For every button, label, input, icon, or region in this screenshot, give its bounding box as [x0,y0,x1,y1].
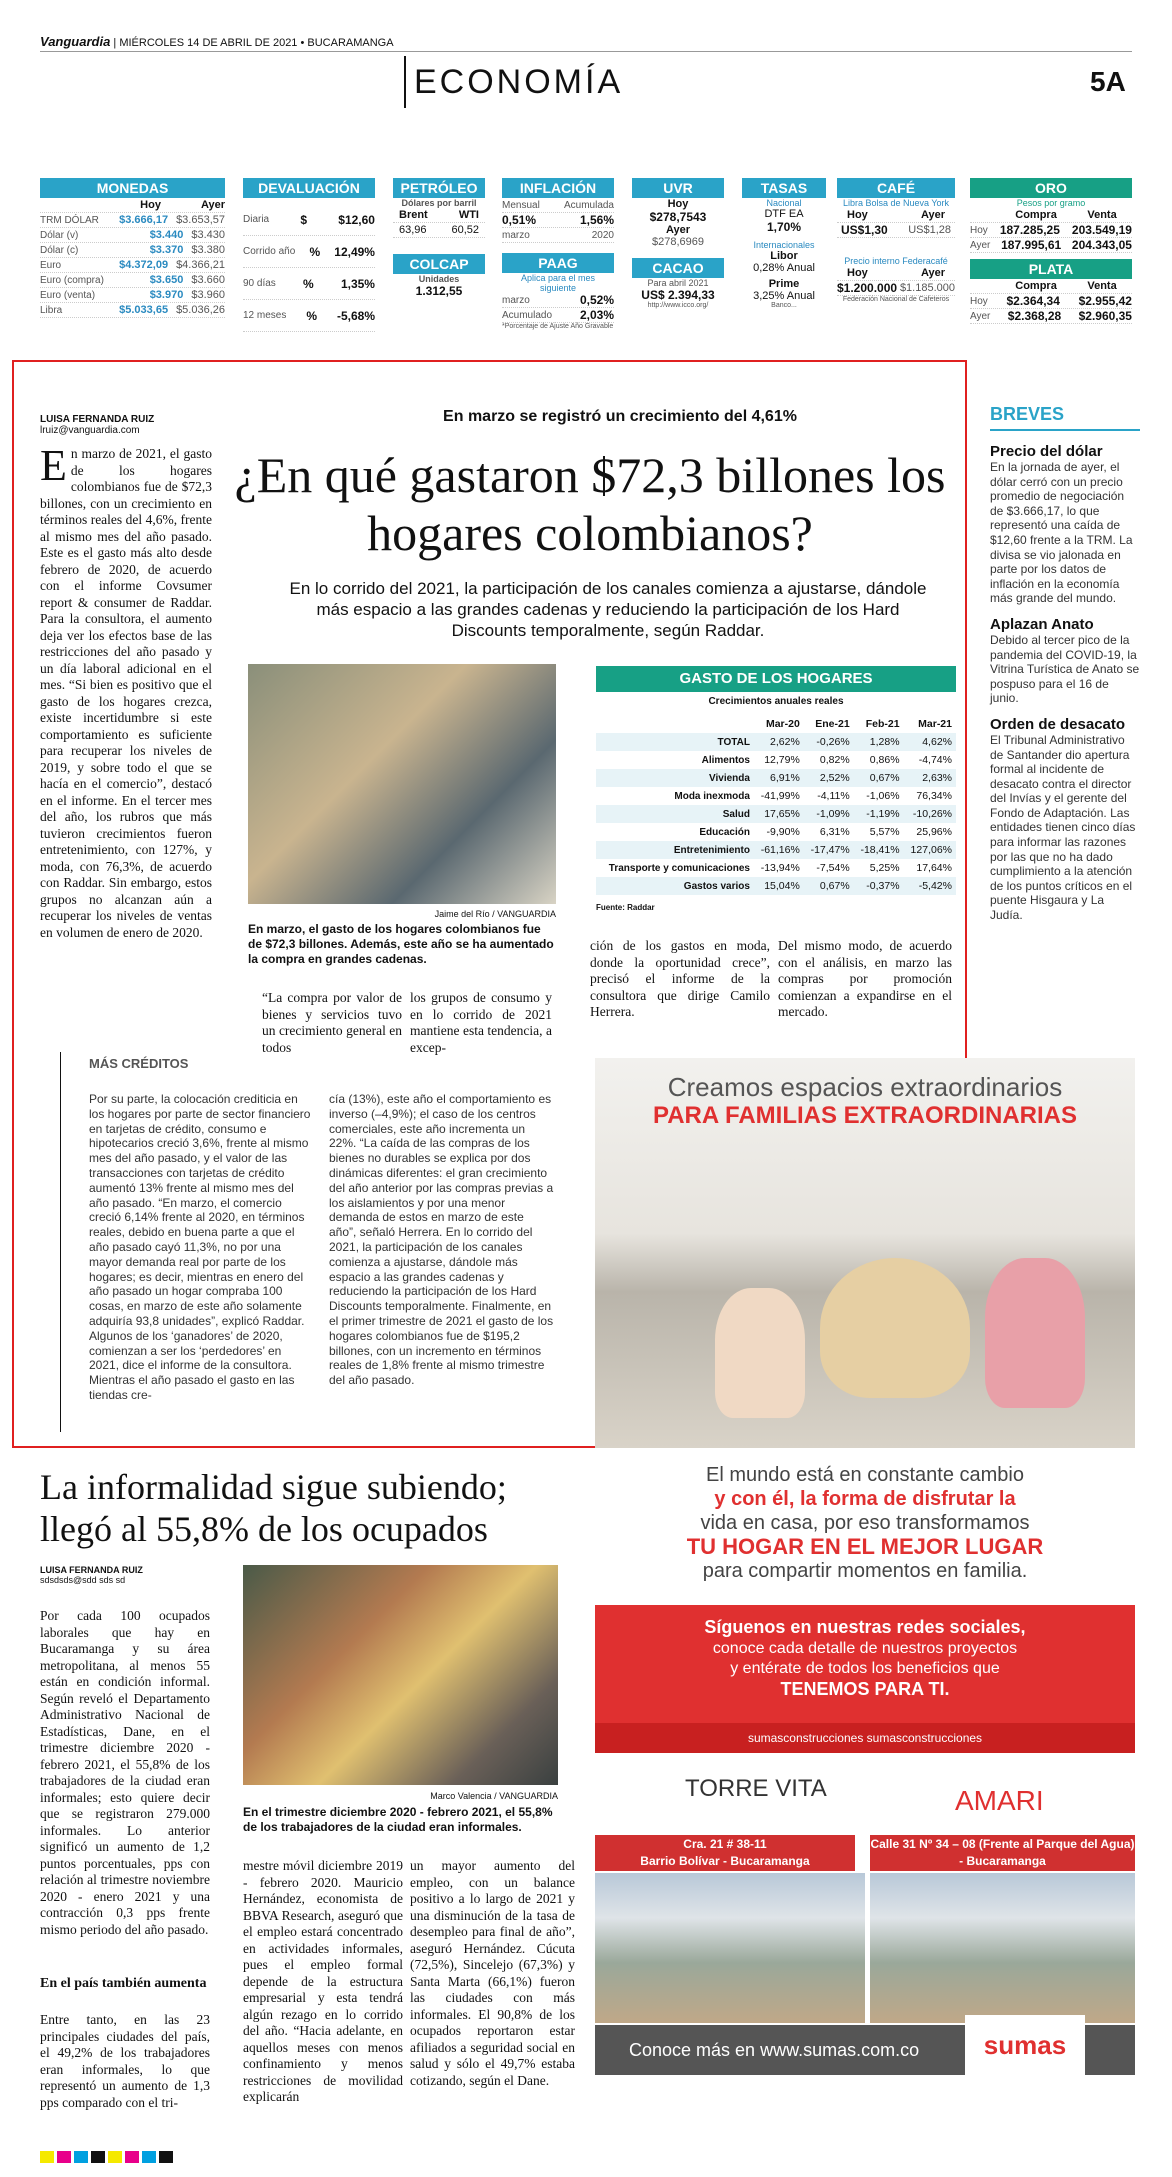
inflacion-box [502,178,614,358]
masthead-date: MIÉRCOLES 14 DE ABRIL DE 2021 • BUCARAMANGA [119,37,394,49]
metal-row [970,223,1132,238]
moneda-ayer: $5.036,26 [176,304,225,316]
ad2-social: sumasconstrucciones sumasconstrucciones [595,1723,1135,1753]
wti-value: 60,52 [451,224,479,236]
story2-column-1b: Entre tanto, en las 23 principales ciudades del país, el 49,2% de los trabajadores eran informales, lo que representó un aumento de 1,3 pps comparado con el tri- [40,2012,210,2110]
page-number: 5A [1090,66,1126,97]
moneda-hoy: $3.370 [149,244,184,256]
table-cell: 1,28% [854,733,904,751]
table-cell: 6,31% [819,826,850,838]
sumas-logo: sumas [965,2015,1085,2075]
moneda-label: TRM DÓLAR [40,215,99,226]
cafe-src: Federación Nacional de Cafeteros [842,296,950,303]
deval-value: $12,60 [338,213,375,227]
table-cell: 0,67% [854,769,904,787]
inflacion-title: INFLACIÓN [502,178,614,198]
paag-marzo: 0,52% [579,293,614,307]
wti-label: WTI [458,209,479,221]
deval-row [243,268,375,300]
color-swatch [142,2151,156,2163]
paag-acum: 2,03% [579,308,614,322]
table-header: Ene-21 [815,718,850,730]
color-swatch [74,2151,88,2163]
story-column-b: los grupos de consumo y en lo corrido de 2021 mantiene esta tendencia, a excep- [410,990,552,1055]
breve-heading: Precio del dólar [990,443,1103,460]
story2-subhead: En el país también aumenta [40,1976,207,1991]
table-row [596,877,956,895]
tasas-src: Banco... [771,302,797,309]
table-cell: -0,26% [804,733,854,751]
metal-venta: 203.549,19 [1071,223,1132,237]
table-cell: -17,47% [804,841,854,859]
moneda-ayer: $3.430 [191,229,225,241]
child-illustration [715,1288,805,1418]
table-cell: 4,62% [904,733,956,751]
oro-compra-label: Compra [1015,209,1057,221]
moneda-values [119,258,225,272]
metal-compra: 187.995,61 [1001,238,1062,252]
metal-venta: $2.955,42 [1078,294,1132,308]
table-cell: Transporte y comunicaciones [608,862,750,874]
color-swatch [125,2151,139,2163]
ad1-line1: Creamos espacios extraordinarios [667,1072,1063,1102]
table-cell: 5,25% [869,862,900,874]
table-cell: Salud [596,805,754,823]
moneda-ayer: $4.366,21 [176,259,225,271]
monedas-box [40,178,225,358]
metal-compra: 187.285,25 [999,223,1060,237]
cafe-hoy: US$1,30 [841,223,888,237]
metal-venta: 204.343,05 [1071,238,1132,252]
story-column-d: Del mismo modo, de acuerdo con el análisis, en marzo las compras por promoción comienzan a expandirse en el mercado. [778,938,952,1019]
cafe-int-ayer: $1.185.000 [899,282,955,294]
building-photo-2 [870,1873,1135,2023]
breve-text: Debido al tercer pico de la pandemia del COVID-19, la Vitrina Turística de Anato se pospuso para el 16 de junio. [990,632,1140,706]
inflacion-mensual: 0,51% [502,213,537,227]
story-col1-text: n marzo de 2021, el gasto de los hogares colombianos fue de $72,3 billones, con un crecimiento en términos reales del 4,6%, frente al mismo mes del año pasado. Este es el gasto más alto desde febrero de 2020, de acuerdo con el informe Covsumer report & consumer de Raddar. Para la consultora, el aumento deja ver los efectos base de las restricciones del año pasado y un día laboral adicional en el mes. “Si bien es positivo que el gasto de los hogares crezca, existe incertidumbre si este comportamiento es suficiente para recuperar los niveles de 2019, y sobre todo el que se hacía en el comercio”, destacó en el informe. En el tercer mes del año, los rubros que más tuvieron crecimientos fueron entretenimiento, con 127%, y moda, con 76,3%, de acuerdo con Raddar. Sin embargo, estos grupos no alcanzan aún a recuperar los niveles de ventas en volumen de enero de 2020. [40,446,212,940]
ad1-line2: PARA FAMILIAS EXTRAORDINARIAS [652,1102,1077,1129]
deval-label: Diaria [243,214,270,225]
moneda-hoy: $4.372,09 [119,259,169,271]
moneda-row [40,213,225,228]
ad2-b3: y entérate de todos los beneficios que [730,1660,1000,1677]
photo2-caption: En el trimestre diciembre 2020 - febrero 2021, el 55,8% de los trabajadores de la ciudad eran informales. [243,1805,553,1834]
prime-label: Prime [768,278,800,290]
byline-name: LUISA FERNANDA RUIZ [40,414,155,425]
oro-box [970,178,1132,358]
deval-unit: % [303,277,314,291]
moneda-hoy: $5.033,65 [119,304,169,316]
byline-2 [40,1565,143,1585]
table-cell: 0,67% [804,877,854,895]
uvr-title: UVR [632,178,724,198]
tasas-intl: Internacionales [753,240,815,250]
deval-label: Corrido año [243,246,296,257]
plata-venta-label: Venta [1087,280,1117,292]
devaluacion-title: DEVALUACIÓN [243,178,375,198]
petroleo-title: PETRÓLEO [393,178,485,198]
ad2-t4: TU HOGAR EN EL MEJOR LUGAR [686,1534,1044,1559]
headline: ¿En qué gastaron $72,3 billones los hogares colombianos? [234,447,946,561]
ad2-b1: Síguenos en nuestras redes sociales, [704,1617,1026,1637]
moneda-values [150,288,225,302]
breve-heading: Aplazan Anato [990,615,1094,633]
cafe-box [837,178,955,358]
moneda-values [150,228,225,242]
story2-photo [243,1565,558,1801]
moneda-label: Euro (venta) [40,290,96,301]
metal-row [970,294,1132,309]
photo2-credit: Marco Valencia / VANGUARDIA [430,1791,558,1801]
moneda-ayer: $3.380 [191,244,225,256]
moneda-label: Dólar (v) [40,230,79,241]
color-swatch [91,2151,105,2163]
tasas-box [742,178,826,358]
headline-2: La informalidad sigue subiendo; llegó al 55,8% de los ocupados [40,1467,507,1549]
color-swatch [40,2151,54,2163]
moneda-hoy: $3.440 [149,229,184,241]
ad2-t2: y con él, la forma de disfrutar la [714,1488,1016,1510]
table-header: Feb-21 [865,718,900,730]
table-title: GASTO DE LOS HOGARES [596,666,956,692]
deval-value: 1,35% [340,277,375,291]
table-cell: 0,86% [869,754,900,766]
torre-vita-logo: TORRE VITA [685,1775,827,1802]
uvr-hoy: $278,7543 [649,210,707,224]
ad2-t1: El mundo está en constante cambio [706,1464,1024,1486]
cafe-hoy-label-2: Hoy [847,267,868,279]
metal-compra: $2.364,34 [1006,294,1060,308]
table-source: Fuente: Raddar [596,903,655,912]
cafe-sub2: Precio interno Federacafé [844,256,948,266]
devaluacion-box [243,178,375,358]
ad2-address-2: Calle 31 Nº 34 – 08 (Frente al Parque del Agua) - Bucaramanga [870,1835,1135,1871]
metal-label: Hoy [970,296,988,307]
table-cell: 6,91% [754,769,804,787]
ad2-b4: TENEMOS PARA TI. [780,1679,950,1699]
metal-label: Ayer [970,240,991,251]
story-photo [248,664,556,919]
table-cell: 17,64% [916,862,952,874]
libor-value: 0,28% Anual [753,262,815,274]
ad2-band [595,1605,1135,1725]
table-header: Mar-21 [918,718,952,730]
tasas-title: TASAS [742,178,826,198]
building-photo-1 [595,1873,865,2023]
brent-label: Brent [399,209,428,221]
table-cell: 17,65% [754,805,804,823]
oro-title: ORO [970,178,1132,198]
ad2-t5: para compartir momentos en familia. [702,1560,1028,1582]
moneda-hoy: $3.666,17 [119,214,169,226]
table-cell: 76,34% [916,790,952,802]
moneda-row [40,258,225,273]
moneda-hoy: $3.970 [149,289,184,301]
col-ayer: Ayer [200,199,225,211]
table-cell: 15,04% [754,877,804,895]
metal-venta: $2.960,35 [1078,309,1132,323]
prime-value: 3,25% Anual [753,290,815,302]
metal-label: Ayer [970,311,991,322]
table-cell: 127,06% [904,841,956,859]
table-cell: 25,96% [916,826,952,838]
oro-venta-label: Venta [1087,209,1117,221]
cafe-hoy-label: Hoy [847,209,868,221]
table-cell: -0,37% [854,877,904,895]
inflacion-mensual-label: Mensual [502,200,540,211]
inflacion-acum-label: Acumulada [563,200,614,211]
moneda-row [40,303,225,318]
cacao-src: http://www.icco.org/ [647,302,709,309]
ad2-text [595,1463,1135,1583]
story2-column-3: un mayor aumento del empleo, con un balance positivo a lo largo de 2021 y una disminución de la tasa de desempleo para final de año”, aseguró Hernández. Cúcuta (72,5%), Sincelejo (67,3%) y Santa Marta (66,1%) fueron las ciudades con más informales. El 90,8% de los ocupados reportaron estar afiliados a seguridad social en salud y sólo el 49,7% estaba cotizando, según el Dane. [410,1858,575,2088]
colcap-value: 1.312,55 [415,284,463,298]
table-header: Mar-20 [765,718,800,730]
table-cell: 12,79% [764,754,800,766]
table-row [596,733,956,751]
table-cell: TOTAL [596,733,754,751]
byline-email: lruiz@vanguardia.com [40,425,140,436]
uvr-ayer-label: Ayer [665,224,691,236]
cafe-sub: Libra Bolsa de Nueva York [842,198,950,208]
mas-creditos-col1: Por su parte, la colocación crediticia en los hogares por parte de sector financiero en tarjetas de crédito, consumo e hipotecarios creció 3,6%, frente al mismo mes del año pasado, y el valor de las transacciones con tarjetas de crédito aumentó 13% frente al mismo mes del año pasado. “En marzo, el comercio creció 6,14% frente al 2020, en términos reales, debido en buena parte a que el año pasado cayó 11,3%, no por una mayor demanda real por parte de los hogares; es decir, mientras en enero del año pasado un hogar compraba 100 cosas, en marzo de este año solamente adquiría 93,8 unidades”, explicó Raddar. Algunos de los ‘ganadores’ de 2020, comienzan a ser los ‘perdedores’ en 2021, dice el informe de la consultora. Mientras el año pasado el gasto en las tiendas cre- [89,1092,311,1402]
table-cell: -9,90% [766,826,800,838]
plata-title: PLATA [970,259,1132,279]
libor-label: Libor [770,250,798,262]
deval-value: 12,49% [334,245,375,259]
moneda-values [150,273,225,287]
table-cell: -4,74% [918,754,952,766]
table-cell: Vivienda [596,769,754,787]
table-cell: Educación [699,826,750,838]
uvr-ayer: $278,6969 [652,236,704,248]
paag-marzo-label: marzo [502,295,530,306]
amari-logo: AMARI [955,1785,1044,1816]
breve-text: En la jornada de ayer, el dólar cerró con un precio promedio de negociación de $3.666,17, lo que representó una caída de $12,60 frente a la TRM. La divisa se vio jalonada en parte por los datos de inflación en la economía más grande del mundo. [990,460,1133,606]
paag-note: *Porcentaje de Ajuste Año Gravable [502,323,614,330]
story2-col1-text: Por cada 100 ocupados laborales que hay en Bucaramanga y su área metropolitana, al menos 55 están en condición informal. Según reveló el Departamento Administrativo Nacional de Estadísticas, Dane, en el trimestre diciembre 2020 - febrero 2021, el 55,8% de los trabajadores de la ciudad eran informales; esto quiere decir que se registraron 279.000 informales. Lo anterior significó un aumento de 1,2 puntos porcentuales, pps con relación al trimestre noviembre 2020 - enero 2021 y una contracción 0,3 pps frente mismo periodo del año pasado. [40,1608,210,1937]
table-cell: Alimentos [701,754,750,766]
metal-compra: $2.368,28 [1007,309,1062,323]
metal-row [970,238,1132,253]
moneda-label: Euro (compra) [40,275,104,286]
moneda-label: Euro [40,260,62,271]
paper-name: Vanguardia [40,34,111,49]
dtf-value: 1,70% [766,220,802,234]
table-cell: 2,63% [904,769,956,787]
table-row [596,751,956,769]
color-swatch [108,2151,122,2163]
moneda-label: Dólar (c) [40,245,79,256]
moneda-row [40,273,225,288]
moneda-values [150,243,225,257]
table-cell: 2,52% [804,769,854,787]
color-swatch [159,2151,173,2163]
paag-title: PAAG [502,253,614,273]
photo-credit: Jaime del Río / VANGUARDIA [434,909,556,919]
moneda-hoy: $3.650 [149,274,184,286]
moneda-label: Libra [40,305,63,316]
mas-creditos-title: MÁS CRÉDITOS [89,1056,189,1071]
table-cell: -61,16% [754,841,804,859]
story2-column-1 [40,1608,210,1938]
colcap-sub: Unidades [418,274,460,284]
cafe-int-hoy: $1.200.000 [837,281,898,295]
colcap-title: COLCAP [393,254,485,274]
moneda-row [40,243,225,258]
byline [40,414,154,436]
moneda-values [119,303,225,317]
mas-creditos-box [60,1052,580,1432]
petroleo-box [393,178,485,358]
moneda-ayer: $3.660 [191,274,225,286]
table-cell: -13,94% [760,862,800,874]
uvr-box [632,178,724,358]
col-hoy: Hoy [140,199,161,211]
inflacion-period1: marzo [502,230,530,241]
metal-label: Hoy [970,225,988,236]
section-title: ECONOMÍA [404,56,623,108]
table-cell: -10,26% [904,805,956,823]
photo-caption: En marzo, el gasto de los hogares colombianos fue de $72,3 billones. Además, este año se ha aumentado la compra en grandes cadenas. [248,922,554,966]
masthead: Vanguardia | MIÉRCOLES 14 DE ABRIL DE 2021 • BUCARAMANGA [40,34,1132,52]
story-column-c: ción de los gastos en moda, donde la oportunidad crece”, precisó el informe de la consultora que dirige Camilo Herrera. [590,938,770,1019]
ad2-footer: Conoce más en www.sumas.com.co [595,2025,1135,2075]
kicker: En marzo se registró un crecimiento del 4,61% [443,408,797,425]
mas-creditos-col2: cía (13%), este año el comportamiento es inverso (–4,9%); el caso de los centros comerciales, este año incrementa un 22%. “La caída de las compras de los bienes no durables se explica por dos dinámicas diferentes: el gran crecimiento del año anterior por las compras previas a los aislamientos y por una menor demanda de estos en marzo de este año”, señaló Herrera. En lo corrido del 2021, la participación de los canales comienza a ajustarse, dándole más espacio a las grandes cadenas y reduciendo la participación de los Hard Discounts temporalmente. Finalmente, en el primer trimestre de 2021 el gasto de los hogares colombianos fue de $195,2 billones, con un incremento en términos reales de 1,8% frente al mismo trimestre del año pasado. [329,1092,554,1388]
deval-label: 90 días [243,278,276,289]
story-column-1 [40,441,212,941]
deval-row [243,204,375,236]
inflacion-acum: 1,56% [579,213,614,227]
moneda-ayer: $3.960 [191,289,225,301]
breve-text: El Tribunal Administrativo de Santander dio apertura formal al incidente de desacato contra el director del Invías y el gerente del Fondo de Adaptación. Las entidades tienen cinco días para informar las razones por las que no ha dado cumplimiento a la atención de los puntos críticos en el puente Hisgaura y La Judía. [990,732,1136,923]
cafe-ayer: US$1,28 [908,224,951,236]
table-cell: Moda inexmoda [674,790,750,802]
deval-value: -5,68% [336,309,375,323]
story2-column-2: mestre móvil diciembre 2019 - febrero 2020. Mauricio Hernández, economista de BBVA Research, aseguró que el empleo estará concentrado en actividades informales, pues el empleo formal depende de la estructura empresarial y esta tendrá algún rezago en lo corrido del año. “Hacia adelante, en aquellos meses con menos confinamiento y menos restricciones de movilidad explicarán [243,1858,403,2104]
table-cell: -1,19% [854,805,904,823]
table-cell: 2,62% [754,733,804,751]
ad-familias [595,1058,1135,1448]
deval-unit: $ [300,213,308,227]
table-cell: -1,06% [866,790,900,802]
plata-compra-label: Compra [1015,280,1057,292]
table-cell: Gastos varios [596,877,754,895]
deval-unit: % [309,245,321,259]
ad2-t3: vida en casa, por eso transformamos [700,1512,1030,1534]
paag-acum-label: Acumulado [502,310,553,321]
dtf-label: DTF EA [764,208,804,220]
table-row [596,823,956,841]
story-column-a: “La compra por valor de bienes y servicios tuvo un crecimiento general en todos [262,990,402,1055]
cacao-title: CACAO [632,258,724,278]
table-cell: -18,41% [854,841,904,859]
table-row [596,805,956,823]
deval-row [243,236,375,268]
table-cell: -7,54% [816,862,850,874]
cafe-title: CAFÉ [837,178,955,198]
brent-value: 63,96 [399,224,427,236]
ad-sumas [595,1455,1135,2095]
table-cell: -1,09% [804,805,854,823]
breves-title: BREVES [990,404,1140,431]
breve-heading: Orden de desacato [990,715,1126,733]
table-cell: 5,57% [869,826,900,838]
deval-label: 12 meses [243,310,287,321]
byline2-name: LUISA FERNANDA RUIZ [40,1565,143,1575]
table-row [596,787,956,805]
table-header [596,715,754,733]
color-registration-bar [40,2150,1132,2164]
moneda-row [40,288,225,303]
table-cell: Entretenimiento [596,841,754,859]
table-cell: -41,99% [760,790,800,802]
table-row [596,769,956,787]
deval-row [243,300,375,332]
child-illustration-2 [985,1258,1085,1408]
moneda-ayer: $3.653,57 [176,214,225,226]
deck: En lo corrido del 2021, la participación de los canales comienza a ajustarse, dándole más espacio a las grandes cadenas y reduciendo la participación de los Hard Discounts temporalmente, según Raddar. [289,579,927,640]
paag-sub: Aplica para el mes siguiente [520,273,596,293]
breves-column [990,404,1140,923]
moneda-row [40,228,225,243]
cafe-ayer-label-2: Ayer [920,267,945,279]
table-cell: 0,82% [819,754,850,766]
moneda-values [119,213,225,227]
oro-sub: Pesos por gramo [1016,198,1086,208]
inflacion-period2: 2020 [591,230,614,241]
table-row [596,841,956,859]
table-row [596,859,956,877]
ad2-b2: conoce cada detalle de nuestros proyectos [712,1640,1018,1657]
table-cell: -4,11% [817,790,850,802]
ad2-address-1: Cra. 21 # 38-11 Barrio Bolívar - Bucaramanga [595,1835,855,1871]
dog-illustration [820,1258,970,1398]
cafe-ayer-label: Ayer [920,209,945,221]
cacao-value: US$ 2.394,33 [641,288,715,302]
cacao-sub: Para abril 2021 [647,278,709,288]
table-cell: -5,42% [904,877,956,895]
color-swatch [57,2151,71,2163]
table-subtitle: Crecimientos anuales reales [708,696,844,707]
deval-unit: % [306,309,317,323]
petroleo-sub: Dólares por barril [401,198,477,208]
spending-table [596,666,956,912]
dropcap: E [40,441,67,490]
uvr-hoy-label: Hoy [667,198,689,210]
byline2-email: sdsdsds@sdd sds sd [40,1575,126,1585]
metal-row [970,309,1132,324]
monedas-title: MONEDAS [40,178,225,198]
tasas-nacional: Nacional [766,198,802,208]
